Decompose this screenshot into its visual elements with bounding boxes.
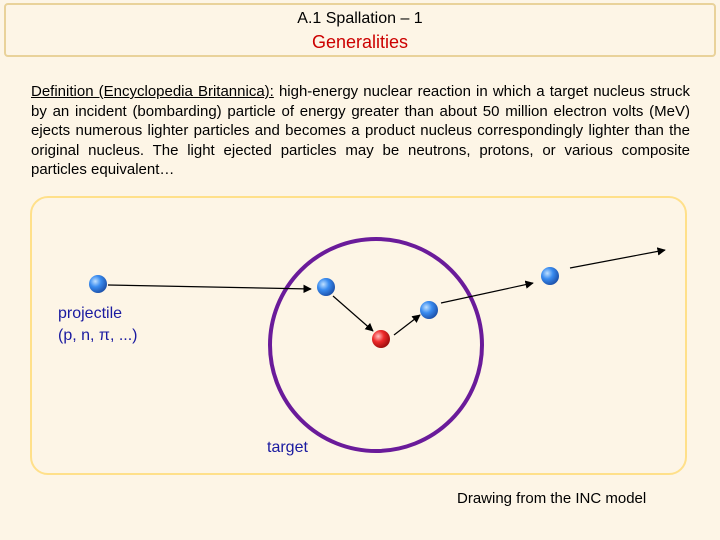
projectile-particle <box>89 275 107 293</box>
definition-label: Definition (Encyclopedia Britannica): <box>31 83 274 100</box>
figure-credit: Drawing from the INC model <box>457 490 647 507</box>
nucleon-particle-recoil <box>420 301 438 319</box>
cascade-track-arrow-1 <box>333 296 373 331</box>
ejected-particle <box>541 267 559 285</box>
slide-subtitle: Generalities <box>311 32 409 52</box>
target-label: target <box>267 439 308 456</box>
projectile-types-label: (p, n, π, ...) <box>58 327 138 344</box>
projectile-label: projectile <box>58 305 123 322</box>
nucleon-particle-struck <box>317 278 335 296</box>
nucleon-particle-hit <box>372 330 390 348</box>
slide-title: A.1 Spallation – 1 <box>297 10 423 27</box>
cascade-track-arrow-2 <box>394 315 420 335</box>
projectile-track-arrow <box>108 285 311 289</box>
definition-text: high-energy nuclear reaction in which a target nucleus struck by an incident (bombarding) particle of energy greater than about 50 million electron volts (MeV) ejects numerous lighter particles and becomes a product nucleus correspondingly lighter than the original nucleus. The light ejected particles may be neutrons, protons, or various composite particles equivalent… <box>31 83 691 179</box>
ejected-track-arrow-2 <box>570 250 665 268</box>
ejected-track-arrow-1 <box>441 283 533 303</box>
